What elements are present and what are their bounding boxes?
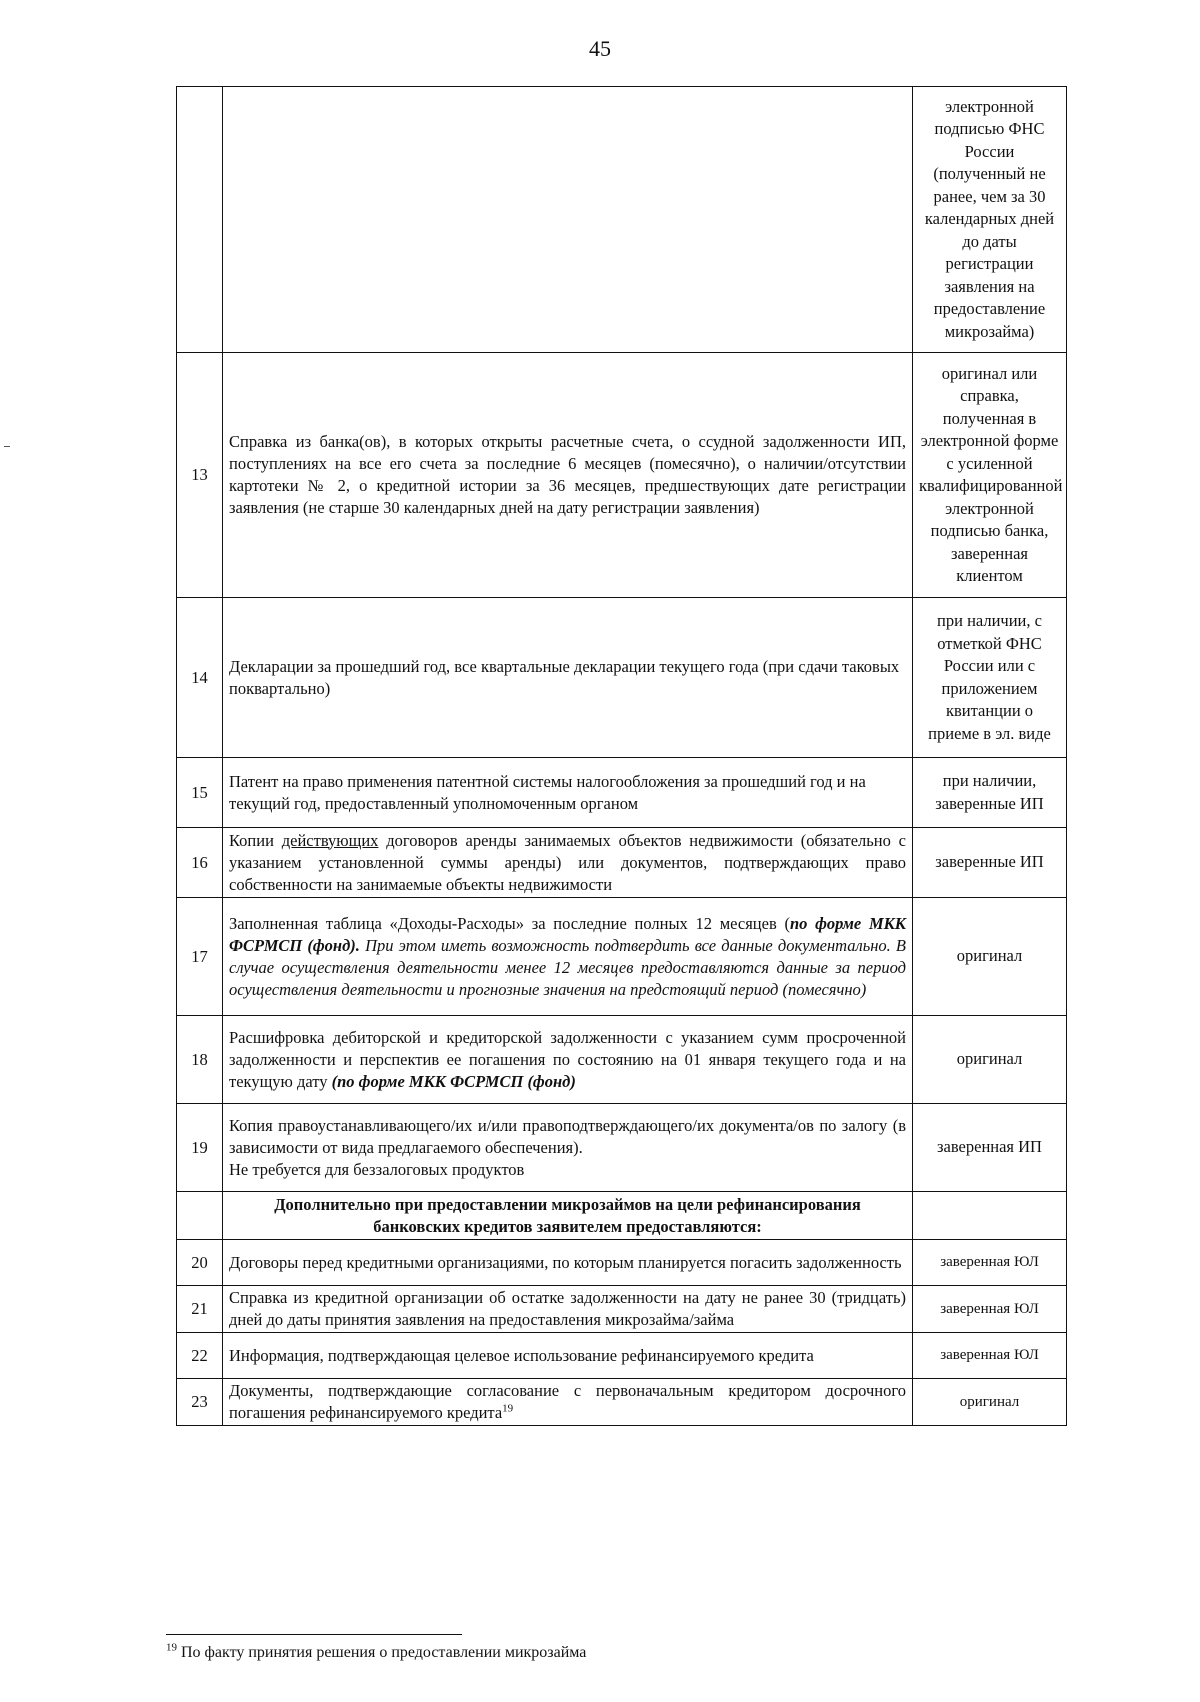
table-row xyxy=(177,353,1067,598)
row-number: 15 xyxy=(177,758,223,828)
documents-table xyxy=(176,86,1067,1426)
desc-italic: При этом иметь возможность подтвердить все данные документально. В случае осуществления деятельности менее 12 месяцев предоставляются данные за период осуществления деятельности и прогнозные значения на предстоящий период (помесячно) xyxy=(229,935,906,999)
desc-part: Расшифровка дебиторской и кредиторской задолженности с указанием сумм просроченной задолженности и перспектив ее погашения по состоянию на 01 января текущего года и на текущую дату xyxy=(229,1027,906,1091)
table-row xyxy=(177,1016,1067,1104)
desc-part: Заполненная таблица «Доходы-Расходы» за последние полных 12 месяцев ( xyxy=(229,913,790,933)
row-number xyxy=(177,87,223,353)
table-row xyxy=(177,1104,1067,1192)
desc-part: Копии xyxy=(229,830,282,850)
table-row xyxy=(177,758,1067,828)
row-number: 19 xyxy=(177,1104,223,1192)
page-number: 45 xyxy=(589,36,611,61)
row-number: 17 xyxy=(177,898,223,1016)
row-requirement xyxy=(913,1192,1067,1240)
footnote-marker: 19 xyxy=(166,1641,177,1654)
row-requirement: заверенные ИП xyxy=(913,828,1067,898)
table-row xyxy=(177,898,1067,1016)
row-requirement: оригинал xyxy=(913,1379,1067,1426)
row-description xyxy=(223,1016,913,1104)
row-description xyxy=(223,828,913,898)
footnote-text: По факту принятия решения о предоставлении микрозайма xyxy=(177,1644,587,1661)
row-description: Декларации за прошедший год, все квартальные декларации текущего года (при сдачи таковых поквартально) xyxy=(223,598,913,758)
row-requirement: при наличии, заверенные ИП xyxy=(913,758,1067,828)
table-row xyxy=(177,87,1067,353)
row-description xyxy=(223,1104,913,1192)
row-description: Информация, подтверждающая целевое использование рефинансируемого кредита xyxy=(223,1333,913,1379)
row-requirement: заверенная ЮЛ xyxy=(913,1240,1067,1286)
footnote xyxy=(166,1641,587,1662)
row-requirement: оригинал xyxy=(913,898,1067,1016)
row-description: Договоры перед кредитными организациями, по которым планируется погасить задолженность xyxy=(223,1240,913,1286)
table-row xyxy=(177,1240,1067,1286)
row-number: 20 xyxy=(177,1240,223,1286)
row-number: 23 xyxy=(177,1379,223,1426)
margin-mark xyxy=(4,446,10,447)
row-description: Справка из банка(ов), в которых открыты расчетные счета, о ссудной задолженности ИП, поступлениях на все его счета за последние 6 месяцев (помесячно), о наличии/отсутствии картотеки № 2, о кредитной истории за 36 месяцев, предшествующих дате регистрации заявления (не старше 30 календарных дней на дату регистрации заявления) xyxy=(223,353,913,598)
footnote-ref[interactable]: 19 xyxy=(502,1402,514,1415)
desc-note: Не требуется для беззалоговых продуктов xyxy=(229,1159,525,1179)
row-number: 18 xyxy=(177,1016,223,1104)
row-number: 22 xyxy=(177,1333,223,1379)
row-description: Справка из кредитной организации об остатке задолженности на дату не ранее 30 (тридцать) дней до даты принятия заявления на предоставления микрозайма/займа xyxy=(223,1286,913,1333)
row-number: 21 xyxy=(177,1286,223,1333)
row-description: Патент на право применения патентной системы налогообложения за прошедший год и на текущий год, предоставленный уполномоченным органом xyxy=(223,758,913,828)
footnote-divider xyxy=(166,1634,462,1635)
table-row xyxy=(177,828,1067,898)
row-number xyxy=(177,1192,223,1240)
row-number: 16 xyxy=(177,828,223,898)
table-row xyxy=(177,1192,1067,1240)
row-description xyxy=(223,898,913,1016)
table-row xyxy=(177,1379,1067,1426)
row-requirement: оригинал xyxy=(913,1016,1067,1104)
desc-part: договоров аренды занимаемых объектов недвижимости (обязательно с указанием установленной суммы аренды) или документов, подтверждающих право собственности на занимаемые объекты недвижимости xyxy=(229,830,906,894)
table-row xyxy=(177,598,1067,758)
desc-part: Документы, подтверждающие согласование с первоначальным кредитором досрочного погашения рефинансируемого кредита xyxy=(229,1381,906,1422)
desc-part: Копия правоустанавливающего/их и/или правоподтверждающего/их документа/ов по залогу (в зависимости от вида предлагаемого обеспечения). xyxy=(229,1115,906,1157)
row-number: 13 xyxy=(177,353,223,598)
desc-form-reference: по форме МКК ФСРМСП (фонд). xyxy=(229,913,906,955)
row-requirement: при наличии, с отметкой ФНС России или с приложением квитанции о приеме в эл. виде xyxy=(913,598,1067,758)
desc-form-reference: (по форме МКК ФСРМСП (фонд) xyxy=(331,1071,576,1091)
row-number: 14 xyxy=(177,598,223,758)
row-requirement: заверенная ИП xyxy=(913,1104,1067,1192)
row-requirement: оригинал или справка, полученная в электронной форме с усиленной квалифицированной электронной подписью банка, заверенная клиентом xyxy=(913,353,1067,598)
table-row xyxy=(177,1286,1067,1333)
section-heading: Дополнительно при предоставлении микрозаймов на цели рефинансирования банковских кредитов заявителем предоставляются: xyxy=(223,1192,913,1240)
table-row xyxy=(177,1333,1067,1379)
row-requirement: заверенная ЮЛ xyxy=(913,1333,1067,1379)
row-requirement: электронной подписью ФНС России (полученный не ранее, чем за 30 календарных дней до даты регистрации заявления на предоставление микрозайма) xyxy=(913,87,1067,353)
row-description xyxy=(223,1379,913,1426)
desc-underlined: действующих xyxy=(281,830,379,850)
row-description xyxy=(223,87,913,353)
row-requirement: заверенная ЮЛ xyxy=(913,1286,1067,1333)
